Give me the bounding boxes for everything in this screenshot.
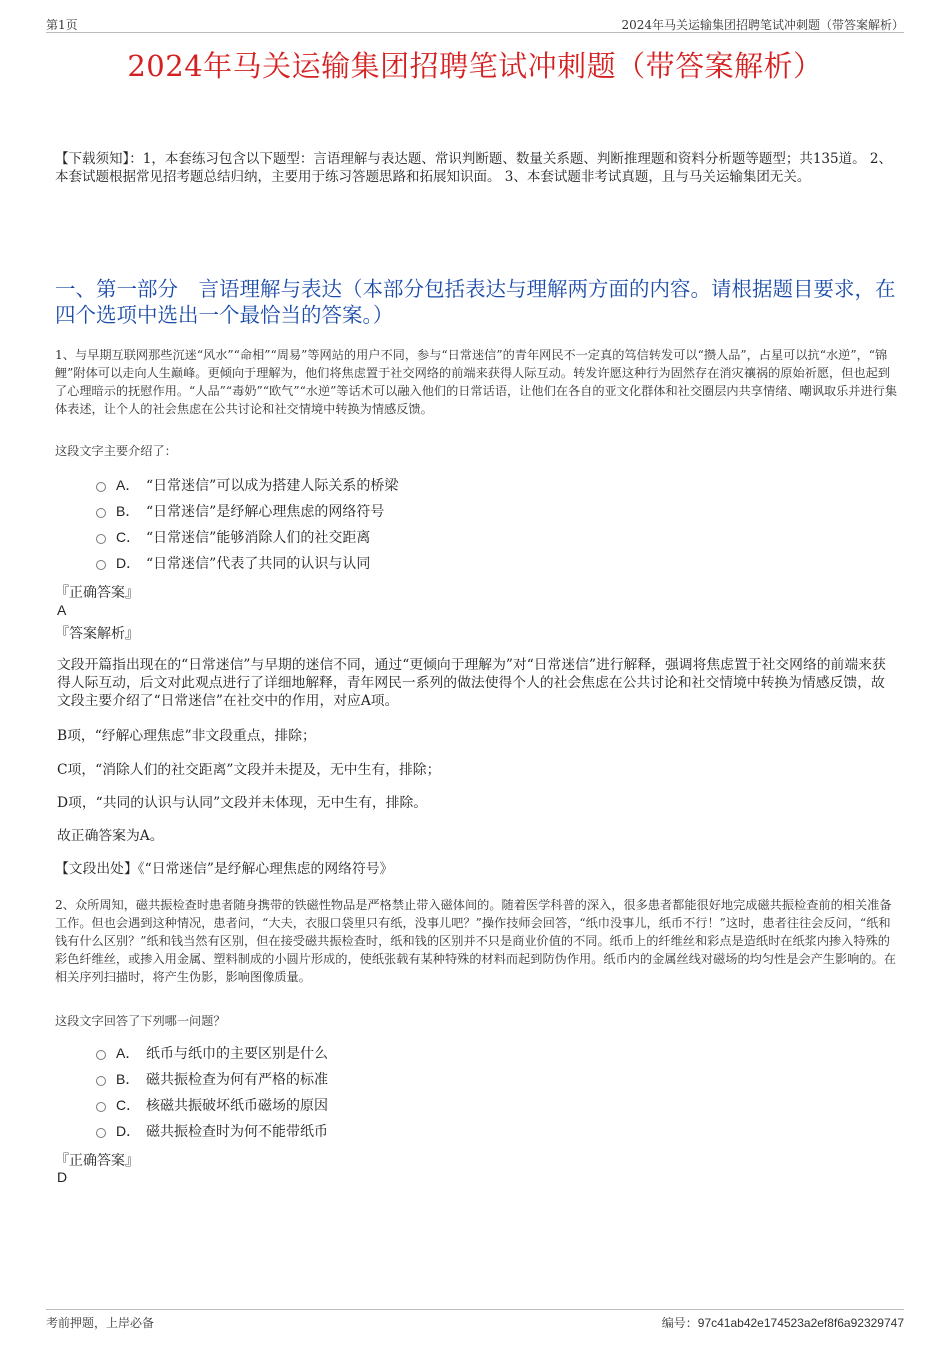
page-header (46, 14, 904, 33)
question-2-prompt: 这段文字回答了下列哪一问题？ (55, 1014, 226, 1028)
radio-icon[interactable] (96, 508, 106, 518)
question-1-option-c[interactable]: C． “日常迷信”能够消除人们的社交距离 (96, 524, 696, 550)
question-1-answer: A (57, 602, 67, 618)
radio-icon[interactable] (96, 1102, 106, 1112)
page-number: 第1页 (46, 18, 78, 32)
question-1-analysis-para: C项，“消除人们的社交距离”文段并未提及，无中生有，排除； (57, 762, 441, 778)
download-notice: 【下载须知】：1，本套练习包含以下题型：言语理解与表达题、常识判断题、数量关系题、判断推理题和资料分析题等题型；共135道。 2、本套试题根据常见招考题总结归纳，主要用于练习答题思路和拓展知识面。 3、本套试题非考试真题，且与马关运输集团无关。 (55, 151, 892, 185)
question-1-prompt: 这段文字主要介绍了： (55, 444, 177, 458)
question-2-text: 2、众所周知，磁共振检查时患者随身携带的铁磁性物品是严格禁止带入磁体间的。随着医学科普的深入，很多患者都能很好地完成磁共振检查前的相关准备工作。但也会遇到这种情况，患者问，“大夫，衣服口袋里只有纸，没事儿吧？”操作技师会回答，“纸巾没事儿，纸币不行！”这时，患者往往会反问，“纸和钱有什么区别？”纸和钱当然有区别，但在接受磁共振检查时，纸和钱的区别并不只是商业价值的不同。纸币上的纤维丝和彩点是造纸时在纸浆内掺入特殊的彩色纤维丝，或掺入用金属、塑料制成的小圆片形成的，使纸张载有某种特殊的材料而起到防伪作用。纸币内的金属丝线对磁场的均匀性是会产生影响的。在相关序列扫描时，将产生伪影，影响图像质量。 (55, 898, 896, 984)
radio-icon[interactable] (96, 1050, 106, 1060)
question-1-text: 1、与早期互联网那些沉迷“风水”“命相”“周易”等网站的用户不同，参与“日常迷信”的青年网民不一定真的笃信转发可以“攒人品”，占星可以抗“水逆”，“锦鲤”附体可以走向人生巅峰。更倾向于理解为，他们将焦虑置于社交网络的前端来获得人际互动。转发许愿这种行为固然存在消灾禳祸的原始祈愿，但也起到了心理暗示的抚慰作用。“人品”“毒奶”“欧气”“水逆”等话术可以融入他们的日常话语，让他们在各自的亚文化群体和社交圈层内共享情绪、嘲讽取乐并进行集体表述，让个人的社会焦虑在公共讨论和社交情境中转换为情感反馈。 (55, 348, 898, 416)
question-2-options (96, 1040, 696, 1144)
question-1-option-b[interactable]: B． “日常迷信”是纾解心理焦虑的网络符号 (96, 498, 696, 524)
question-1-analysis-para: 文段开篇指出现在的“日常迷信”与早期的迷信不同，通过“更倾向于理解为”对“日常迷信”进行解释，强调将焦虑置于社交网络的前端来获得人际互动，后文对此观点进行了详细地解释，青年网民一系列的做法使得个人的社会焦虑在公共讨论和社交情境中转换为情感反馈，故文段主要介绍了“日常迷信”在社交中的作用，对应A项。 (57, 657, 886, 709)
question-1-analysis-label: 『答案解析』 (55, 626, 139, 642)
footer-slogan: 考前押题，上岸必备 (46, 1316, 155, 1330)
radio-icon[interactable] (96, 560, 106, 570)
document-code: 97c41ab42e174523a2ef8f6a92329747 (697, 1316, 904, 1330)
radio-icon[interactable] (96, 482, 106, 492)
question-1-source: 【文段出处】《“日常迷信”是纾解心理焦虑的网络符号》 (55, 861, 394, 877)
question-1-analysis-para: D项，“共同的认识与认同”文段并未体现，无中生有，排除。 (57, 795, 428, 811)
radio-icon[interactable] (96, 534, 106, 544)
question-1-analysis-para: B项，“纾解心理焦虑”非文段重点，排除； (57, 728, 316, 744)
question-2-option-a[interactable]: A． 纸币与纸巾的主要区别是什么 (96, 1040, 696, 1066)
question-1-answer-label: 『正确答案』 (55, 585, 139, 601)
question-2-answer: D (57, 1169, 68, 1185)
page-footer (46, 1309, 904, 1332)
question-2-answer-label: 『正确答案』 (55, 1153, 139, 1169)
question-1-option-a[interactable]: A． “日常迷信”可以成为搭建人际关系的桥梁 (96, 472, 696, 498)
radio-icon[interactable] (96, 1128, 106, 1138)
section-title: 一、第一部分 言语理解与表达（本部分包括表达与理解两方面的内容。请根据题目要求，在四个选项中选出一个最恰当的答案。） (55, 277, 896, 327)
question-2-option-c[interactable]: C． 核磁共振破坏纸币磁场的原因 (96, 1092, 696, 1118)
page-title: 2024年马关运输集团招聘笔试冲刺题（带答案解析） (127, 49, 823, 83)
radio-icon[interactable] (96, 1076, 106, 1086)
footer-code: 编号：97c41ab42e174523a2ef8f6a92329747 (661, 1316, 904, 1330)
header-doc-title: 2024年马关运输集团招聘笔试冲刺题（带答案解析） (621, 18, 904, 32)
question-1-analysis-para: 故正确答案为A。 (57, 828, 164, 844)
question-2-option-b[interactable]: B． 磁共振检查为何有严格的标准 (96, 1066, 696, 1092)
question-1-option-d[interactable]: D． “日常迷信”代表了共同的认识与认同 (96, 550, 696, 576)
question-2-option-d[interactable]: D． 磁共振检查时为何不能带纸币 (96, 1118, 696, 1144)
question-1-options (96, 472, 696, 576)
